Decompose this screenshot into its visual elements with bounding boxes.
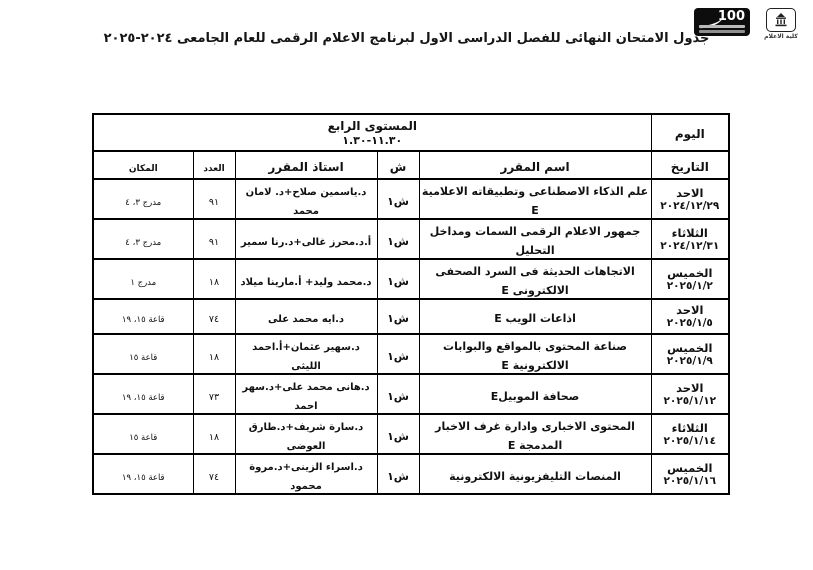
professor: د.سهير عثمان+أ.احمد الليثى — [252, 342, 360, 372]
professor-cell — [235, 374, 377, 414]
day-header-label: اليوم — [674, 127, 705, 141]
student-count: ٩١ — [208, 196, 220, 208]
professor-cell — [235, 334, 377, 374]
section: ش١ — [387, 194, 409, 208]
count-cell — [193, 299, 235, 334]
professor-cell — [235, 414, 377, 454]
professor: د.ياسمين صلاح+د. لامان محمد — [245, 187, 367, 217]
course-name: الاتجاهات الحديثة فى السرد الصحفى الالكترونى E — [435, 265, 635, 297]
course-cell — [419, 179, 651, 219]
exam-row — [93, 179, 729, 219]
day-date-cell — [651, 219, 729, 259]
student-count: ١٨ — [208, 431, 220, 443]
page-title: جدول الامتحان النهائى للفصل الدراسى الاول لبرنامج الاعلام الرقمى للعام الجامعى ٢٠٢٤-٢٠٢٥ — [103, 31, 710, 46]
column-header-place: المكان — [93, 151, 193, 179]
exam-location: قاعة ١٥، ١٩ — [121, 392, 165, 403]
exam-date: ٢٠٢٥/١/١٦ — [663, 474, 717, 487]
professor: د.هانى محمد على+د.سهر احمد — [242, 382, 370, 412]
exam-row — [93, 374, 729, 414]
count-cell — [193, 414, 235, 454]
professor: د.ايه محمد على — [268, 314, 345, 325]
column-header-professor: استاذ المقرر — [235, 151, 377, 179]
column-header-section: ش — [377, 151, 419, 179]
exam-row — [93, 299, 729, 334]
place-cell — [93, 299, 193, 334]
course-cell — [419, 374, 651, 414]
exam-row — [93, 219, 729, 259]
professor: أ.د.محرز غالى+د.رنا سمير — [240, 236, 372, 248]
course-cell — [419, 414, 651, 454]
exam-location: قاعة ١٥، ١٩ — [121, 315, 165, 325]
exam-day: الخميس — [667, 340, 713, 355]
course-name: المنصات التليفزيونية الالكترونية — [449, 469, 621, 483]
place-cell — [93, 179, 193, 219]
section: ش١ — [387, 469, 409, 483]
level-header-cell — [93, 114, 651, 151]
section-cell — [377, 219, 419, 259]
count-cell — [193, 454, 235, 494]
student-count: ٧٣ — [208, 391, 220, 403]
exam-date: ٢٠٢٥/١/٢ — [666, 279, 713, 292]
place-cell — [93, 414, 193, 454]
course-name: علم الذكاء الاصطناعى وتطبيقاته الاعلامية E — [421, 185, 649, 217]
day-date-cell — [651, 299, 729, 334]
exam-day: الثلاثاء — [671, 420, 708, 435]
student-count: ١٨ — [208, 276, 220, 288]
professor: د.محمد وليد+ أ.مارينا ميلاد — [240, 276, 372, 288]
place-cell — [93, 334, 193, 374]
course-name: صحافة الموبيلE — [490, 389, 580, 403]
column-header-date: التاريخ — [651, 151, 729, 179]
exam-date: ٢٠٢٤/١٢/٢٩ — [660, 199, 720, 212]
course-name: اذاعات الويب E — [494, 312, 576, 325]
place-cell — [93, 374, 193, 414]
column-header-course: اسم المقرر — [419, 151, 651, 179]
exam-date: ٢٠٢٤/١٢/٣١ — [660, 239, 720, 252]
place-cell — [93, 259, 193, 299]
exam-location: مدرج ٣، ٤ — [125, 197, 162, 208]
section: ش١ — [387, 429, 409, 443]
day-date-cell — [651, 414, 729, 454]
section-cell — [377, 334, 419, 374]
professor-cell — [235, 259, 377, 299]
exam-schedule-table — [92, 113, 730, 495]
day-date-cell — [651, 454, 729, 494]
level-label: المستوى الرابع — [327, 118, 417, 133]
exam-date: ٢٠٢٥/١/١٢ — [663, 394, 717, 407]
exam-date: ٢٠٢٥/١/٩ — [666, 354, 713, 367]
column-header-day — [651, 114, 729, 151]
count-cell — [193, 259, 235, 299]
count-cell — [193, 179, 235, 219]
count-cell — [193, 374, 235, 414]
professor-cell — [235, 179, 377, 219]
professor-cell — [235, 454, 377, 494]
section: ش١ — [387, 274, 409, 288]
course-name: جمهور الاعلام الرقمى السمات ومداخل التحليل — [429, 225, 641, 257]
professor-cell — [235, 219, 377, 259]
section-cell — [377, 454, 419, 494]
exam-time-label: ١١.٣٠-١.٣٠ — [342, 133, 403, 147]
day-date-cell — [651, 259, 729, 299]
place-cell — [93, 454, 193, 494]
professor-cell — [235, 299, 377, 334]
professor: د.سارة شريف+د.طارق العوضى — [248, 422, 364, 452]
section-cell — [377, 179, 419, 219]
faculty-emblem-icon — [766, 8, 796, 32]
course-name: صناعة المحتوى بالمواقع والبوابات الالكترونية E — [443, 340, 628, 372]
exam-location: مدرج ١ — [130, 277, 157, 288]
student-count: ٩١ — [208, 236, 220, 248]
day-date-cell — [651, 179, 729, 219]
centennial-caption-bar — [699, 25, 745, 28]
exam-row — [93, 454, 729, 494]
exam-day: الاحد — [676, 380, 704, 395]
exam-location: قاعة ١٥، ١٩ — [121, 472, 165, 483]
exam-location: قاعة ١٥ — [129, 352, 158, 363]
faculty-logo-caption: كلية الاعلام — [764, 33, 798, 40]
section-cell — [377, 299, 419, 334]
exam-day: الاحد — [676, 303, 704, 317]
exam-location: مدرج ٣، ٤ — [125, 237, 162, 248]
exam-location: قاعة ١٥ — [129, 432, 158, 443]
count-cell — [193, 334, 235, 374]
exam-row — [93, 334, 729, 374]
section: ش١ — [387, 234, 409, 248]
course-cell — [419, 219, 651, 259]
course-cell — [419, 299, 651, 334]
exam-day: الثلاثاء — [671, 225, 708, 240]
student-count: ٧٤ — [208, 471, 220, 483]
professor: د.اسراء الزينى+د.مروة محمود — [249, 462, 363, 492]
section-cell — [377, 259, 419, 299]
exam-day: الخميس — [667, 460, 713, 475]
course-cell — [419, 334, 651, 374]
exam-row — [93, 414, 729, 454]
table-header-level-row — [93, 114, 729, 151]
column-header-count: العدد — [193, 151, 235, 179]
count-cell — [193, 219, 235, 259]
day-date-cell — [651, 334, 729, 374]
course-cell — [419, 259, 651, 299]
exam-row — [93, 259, 729, 299]
exam-date: ٢٠٢٥/١/١٤ — [663, 434, 717, 447]
section-cell — [377, 414, 419, 454]
day-date-cell — [651, 374, 729, 414]
student-count: ١٨ — [208, 351, 220, 363]
section: ش١ — [387, 349, 409, 363]
student-count: ٧٤ — [208, 314, 220, 325]
section-cell — [377, 374, 419, 414]
course-name: المحتوى الاخبارى وادارة غرف الاخبار المدمجة E — [435, 420, 635, 452]
course-cell — [419, 454, 651, 494]
exam-date: ٢٠٢٥/١/٥ — [666, 317, 713, 329]
centennial-100-text: 100 — [717, 9, 745, 24]
section: ش١ — [387, 389, 409, 403]
exam-day: الاحد — [676, 185, 704, 200]
place-cell — [93, 219, 193, 259]
section: ش١ — [387, 312, 409, 325]
table-header-columns-row — [93, 151, 729, 179]
exam-day: الخميس — [667, 265, 713, 280]
